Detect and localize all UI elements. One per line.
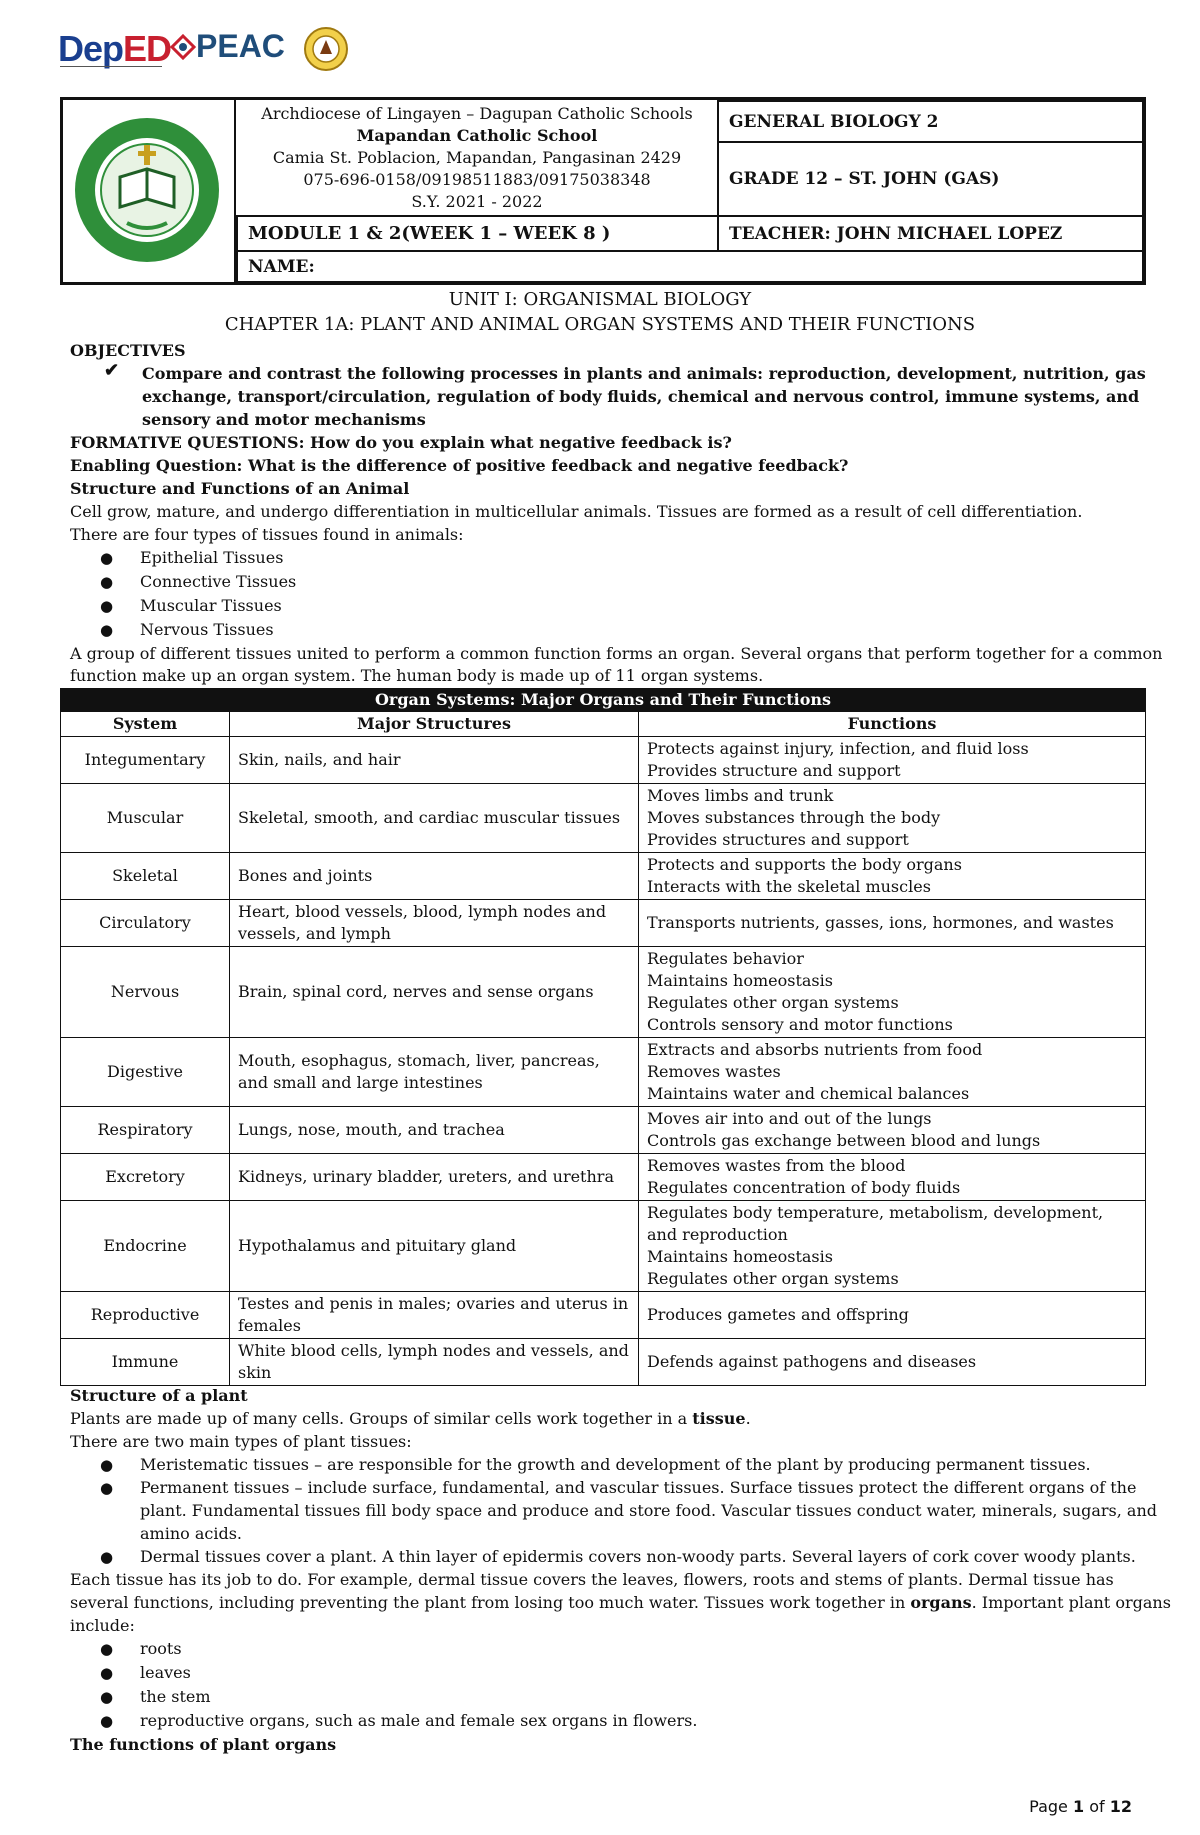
function-line: Removes wastes from the blood: [647, 1156, 906, 1175]
plant-paragraph-3-line-3: include:: [70, 1616, 135, 1635]
grade-cell: [717, 141, 1144, 217]
table-title: Organ Systems: Major Organs and Their Functions: [61, 689, 1146, 712]
function-line: Maintains homeostasis: [647, 971, 833, 990]
plant-paragraph-3-line-2: several functions, including preventing the plant from losing too much water. Tissues work together in organs. Important plant organs: [70, 1593, 1171, 1612]
functions-heading: The functions of plant organs: [70, 1735, 337, 1754]
bullet-icon: ●: [100, 1640, 114, 1658]
cell-structures: Kidneys, urinary bladder, ureters, and urethra: [230, 1154, 639, 1201]
school-logo-cell: [60, 97, 236, 285]
bullet-icon: ●: [100, 573, 114, 591]
function-line: Regulates concentration of body fluids: [647, 1178, 961, 1197]
cell-system: Circulatory: [61, 900, 230, 947]
function-line: Maintains water and chemical balances: [647, 1084, 970, 1103]
organ-paragraph-1: A group of different tissues united to perform a common function forms an organ. Several organs that perform together for a common: [70, 644, 1163, 663]
cell-structures: Skeletal, smooth, and cardiac muscular tissues: [230, 784, 639, 853]
objective-line-3: sensory and motor mechanisms: [142, 410, 426, 429]
subject-cell: [717, 100, 1144, 143]
deped-logo: DepED: [58, 28, 172, 69]
cell-functions: [639, 737, 1146, 784]
plant-paragraph-2: There are two main types of plant tissues:: [70, 1432, 412, 1451]
plant-paragraph-1: Plants are made up of many cells. Groups of similar cells work together in a tissue.: [70, 1409, 751, 1428]
cell-structures: White blood cells, lymph nodes and vessels, and skin: [230, 1339, 639, 1386]
cell-system: Reproductive: [61, 1292, 230, 1339]
school-phones: 075-696-0158/09198511883/09175038348: [303, 170, 651, 189]
cell-functions: [639, 1339, 1146, 1386]
cell-system: Respiratory: [61, 1107, 230, 1154]
function-line: Produces gametes and offspring: [647, 1305, 909, 1324]
bullet-icon: ●: [100, 1688, 114, 1706]
cell-system: Digestive: [61, 1038, 230, 1107]
plant-bullet-2-line-3: amino acids.: [140, 1524, 243, 1543]
tissue-item: Nervous Tissues: [140, 620, 274, 639]
school-year: S.Y. 2021 - 2022: [411, 192, 543, 211]
function-line: Regulates other organ systems: [647, 1269, 899, 1288]
plant-bullet-3: Dermal tissues cover a plant. A thin layer of epidermis covers non-woody parts. Several layers of cork cover woody plants.: [140, 1547, 1136, 1566]
formative-question: FORMATIVE QUESTIONS: How do you explain what negative feedback is?: [70, 433, 732, 452]
table-row: [61, 737, 1146, 784]
unit-title: UNIT I: ORGANISMAL BIOLOGY: [448, 289, 752, 310]
cell-functions: [639, 1154, 1146, 1201]
function-line: Provides structures and support: [647, 830, 909, 849]
peac-emblem-icon: [170, 34, 196, 60]
bullet-icon: ●: [100, 1456, 114, 1474]
school-name: Mapandan Catholic School: [356, 126, 598, 145]
plant-bullet-1: Meristematic tissues – are responsible for the growth and development of the plant by producing permanent tissues.: [140, 1455, 1091, 1474]
function-line: Moves substances through the body: [647, 808, 941, 827]
function-line: Controls sensory and motor functions: [647, 1015, 953, 1034]
cell-system: Muscular: [61, 784, 230, 853]
objective-line-1: Compare and contrast the following processes in plants and animals: reproduction, development, nutrition, gas: [142, 364, 1146, 383]
cell-system: Integumentary: [61, 737, 230, 784]
cell-structures: Lungs, nose, mouth, and trachea: [230, 1107, 639, 1154]
plant-bullet-2-line-1: Permanent tissues – include surface, fundamental, and vascular tissues. Surface tissues protect the different organs of the: [140, 1478, 1137, 1497]
enabling-question: Enabling Question: What is the difference of positive feedback and negative feedback?: [70, 456, 849, 475]
deped-tagline-rule: [60, 66, 162, 71]
plant-organ-item: reproductive organs, such as male and female sex organs in flowers.: [140, 1711, 698, 1730]
chapter-title: CHAPTER 1A: PLANT AND ANIMAL ORGAN SYSTEMS AND THEIR FUNCTIONS: [224, 314, 976, 335]
tissue-item: Epithelial Tissues: [140, 548, 284, 567]
bullet-icon: ●: [100, 597, 114, 615]
table-row: [61, 1107, 1146, 1154]
animal-paragraph-1: Cell grow, mature, and undergo differentiation in multicellular animals. Tissues are formed as a result of cell differentiation.: [70, 502, 1083, 521]
bullet-icon: ●: [100, 621, 114, 639]
function-line: Regulates behavior: [647, 949, 804, 968]
function-line: Maintains homeostasis: [647, 1247, 833, 1266]
function-line: Moves limbs and trunk: [647, 786, 834, 805]
animal-heading: Structure and Functions of an Animal: [70, 479, 410, 498]
header-structures: Major Structures: [230, 712, 639, 737]
check-icon: ✔: [104, 360, 120, 381]
cell-structures: Testes and penis in males; ovaries and uterus in females: [230, 1292, 639, 1339]
teacher-label: TEACHER: JOHN MICHAEL LOPEZ: [729, 223, 1063, 244]
cell-functions: [639, 853, 1146, 900]
table-body: [61, 737, 1146, 1386]
teacher-cell: [717, 215, 1144, 252]
function-line: Provides structure and support: [647, 761, 901, 780]
bullet-icon: ●: [100, 1664, 114, 1682]
function-line: Controls gas exchange between blood and lungs: [647, 1131, 1041, 1150]
module-label: MODULE 1 & 2(WEEK 1 – WEEK 8 ): [248, 223, 611, 244]
cell-system: Skeletal: [61, 853, 230, 900]
school-info: [238, 103, 716, 213]
plant-organ-item: roots: [140, 1639, 182, 1658]
plant-paragraph-3-line-1: Each tissue has its job to do. For example, dermal tissue covers the leaves, flowers, roots and stems of plants. Dermal tissue has: [70, 1570, 1114, 1589]
function-line: Transports nutrients, gasses, ions, hormones, and wastes: [647, 913, 1114, 932]
objectives-label: OBJECTIVES: [70, 341, 186, 360]
table-row: [61, 1292, 1146, 1339]
page-number: Page 1 of 12: [1029, 1797, 1132, 1816]
table-row: [61, 1339, 1146, 1386]
objective-line-2: exchange, transport/circulation, regulation of body fluids, chemical and nervous control, immune systems, and: [142, 387, 1140, 406]
school-seal-icon: [72, 115, 222, 265]
peac-logo: PEAC: [170, 28, 285, 65]
bullet-icon: ●: [100, 1712, 114, 1730]
cell-structures: Hypothalamus and pituitary gland: [230, 1201, 639, 1292]
function-line: Extracts and absorbs nutrients from food: [647, 1040, 983, 1059]
function-line: Regulates other organ systems: [647, 993, 899, 1012]
subject-label: GENERAL BIOLOGY 2: [729, 111, 939, 132]
function-line: Protects and supports the body organs: [647, 855, 962, 874]
cell-structures: Bones and joints: [230, 853, 639, 900]
function-line: Removes wastes: [647, 1062, 781, 1081]
cell-structures: Skin, nails, and hair: [230, 737, 639, 784]
table-row: [61, 1154, 1146, 1201]
table-row: [61, 900, 1146, 947]
plant-organ-item: the stem: [140, 1687, 211, 1706]
cell-structures: Heart, blood vessels, blood, lymph nodes and vessels, and lymph: [230, 900, 639, 947]
organ-systems-table: [60, 688, 1146, 1386]
bullet-icon: ●: [100, 1548, 114, 1566]
module-cell: [236, 215, 719, 252]
function-line: Regulates body temperature, metabolism, development, and reproduction: [647, 1203, 1104, 1244]
cell-structures: Brain, spinal cord, nerves and sense organs: [230, 947, 639, 1038]
header-system: System: [61, 712, 230, 737]
cell-structures: Mouth, esophagus, stomach, liver, pancreas, and small and large intestines: [230, 1038, 639, 1107]
organ-paragraph-2: function make up an organ system. The human body is made up of 11 organ systems.: [70, 666, 764, 685]
plant-bullet-2-line-2: plant. Fundamental tissues fill body space and produce and store food. Vascular tissues conduct water, minerals, sugars, and: [140, 1501, 1158, 1520]
plant-heading: Structure of a plant: [70, 1386, 248, 1405]
plant-organ-item: leaves: [140, 1663, 191, 1682]
name-cell[interactable]: [236, 250, 1144, 283]
table-row: [61, 1038, 1146, 1107]
cell-system: Endocrine: [61, 1201, 230, 1292]
bullet-icon: ●: [100, 549, 114, 567]
animal-paragraph-2: There are four types of tissues found in animals:: [70, 525, 464, 544]
cell-functions: [639, 1107, 1146, 1154]
table-row: [61, 853, 1146, 900]
header-functions: Functions: [639, 712, 1146, 737]
tissue-item: Connective Tissues: [140, 572, 297, 591]
school-address: Camia St. Poblacion, Mapandan, Pangasinan 2429: [272, 148, 682, 167]
school-seal-small-icon: [303, 26, 349, 72]
grade-label: GRADE 12 – ST. JOHN (GAS): [729, 169, 1000, 189]
bullet-icon: ●: [100, 1479, 114, 1497]
cell-functions: [639, 1201, 1146, 1292]
function-line: Interacts with the skeletal muscles: [647, 877, 931, 896]
cell-system: Nervous: [61, 947, 230, 1038]
function-line: Defends against pathogens and diseases: [647, 1352, 977, 1371]
function-line: Moves air into and out of the lungs: [647, 1109, 932, 1128]
function-line: Protects against injury, infection, and fluid loss: [647, 739, 1029, 758]
cell-functions: [639, 900, 1146, 947]
cell-functions: [639, 1038, 1146, 1107]
archdiocese-text: Archdiocese of Lingayen – Dagupan Catholic Schools: [261, 104, 693, 123]
cell-system: Immune: [61, 1339, 230, 1386]
cell-functions: [639, 1292, 1146, 1339]
cell-functions: [639, 784, 1146, 853]
table-row: [61, 947, 1146, 1038]
table-row: [61, 784, 1146, 853]
table-row: [61, 1201, 1146, 1292]
cell-functions: [639, 947, 1146, 1038]
tissue-item: Muscular Tissues: [140, 596, 282, 615]
cell-system: Excretory: [61, 1154, 230, 1201]
name-label: NAME:: [248, 256, 315, 277]
